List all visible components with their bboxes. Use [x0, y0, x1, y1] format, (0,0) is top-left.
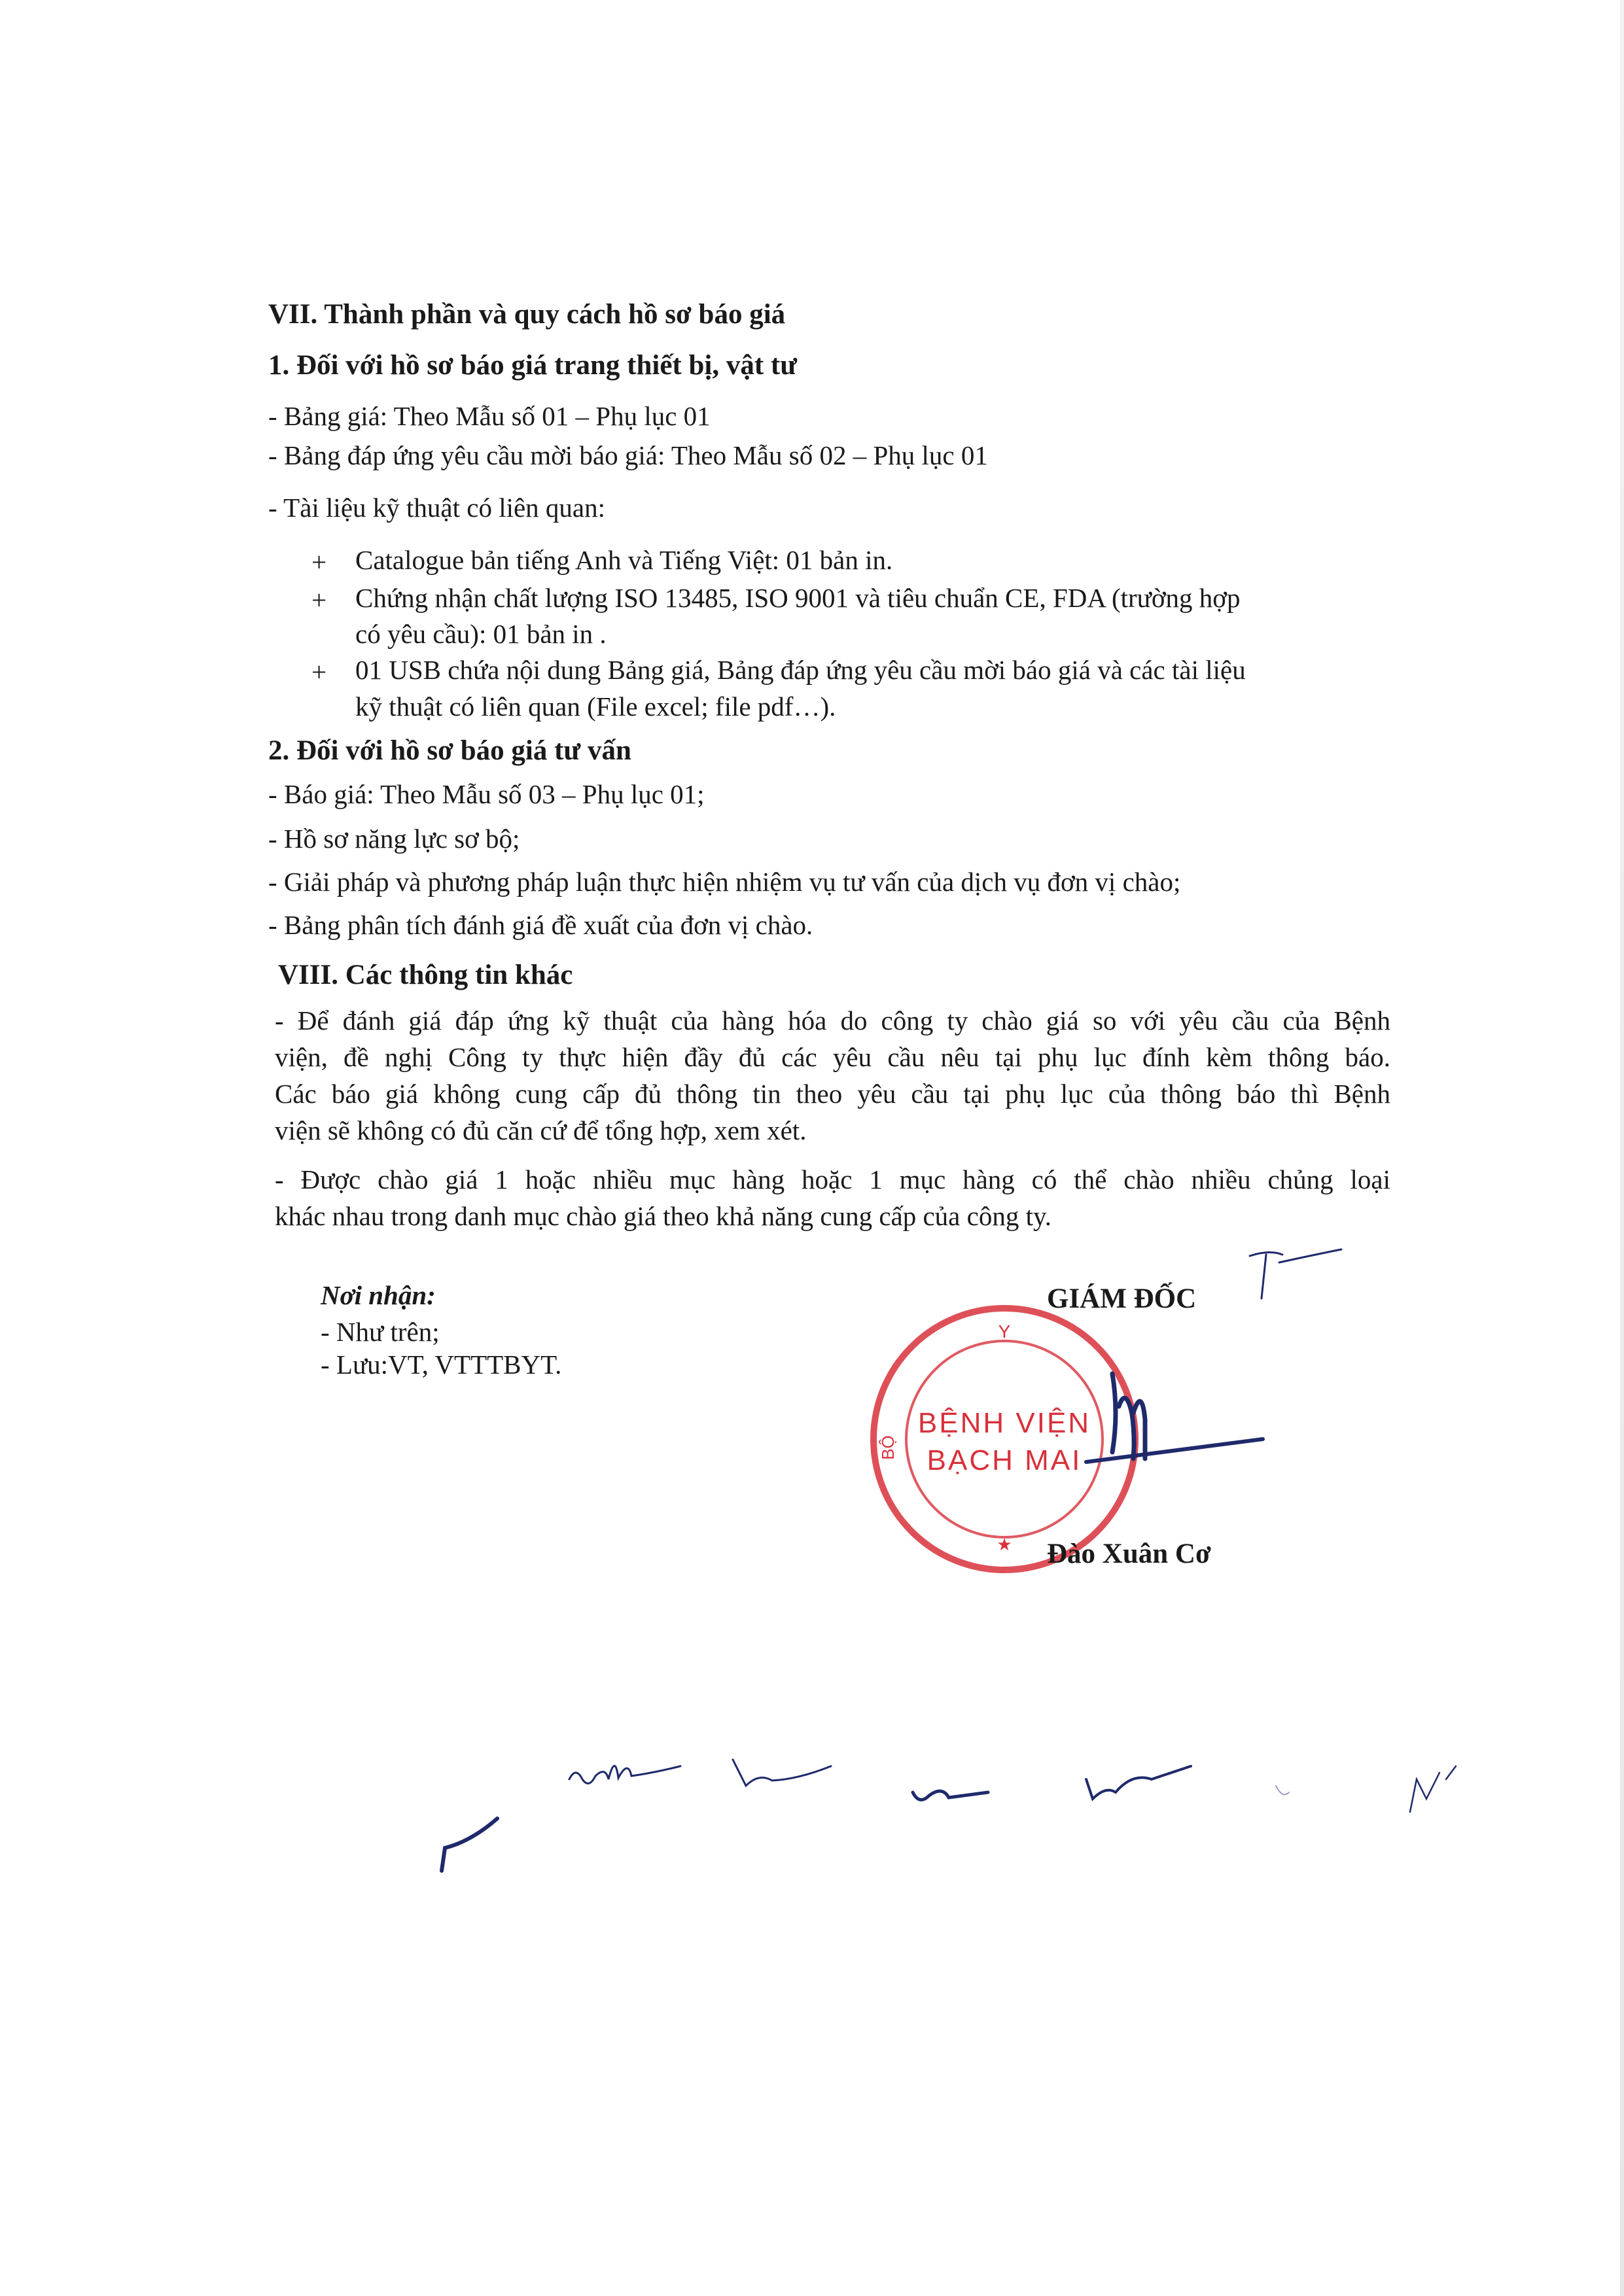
section-8-heading: VIII. Các thông tin khác: [278, 960, 573, 990]
paragraph-line: - Để đánh giá đáp ứng kỹ thuật của hàng hóa do công ty chào giá so với yêu cầu của Bệnh: [275, 1005, 1390, 1035]
signer-title: GIÁM ĐỐC: [1047, 1283, 1197, 1314]
paragraph-line: khác nhau trong danh mục chào giá theo khả năng cung cấp của công ty.: [275, 1201, 1052, 1231]
seal-line-2: BẠCH MAI: [927, 1444, 1082, 1476]
plus-bullet-icon: +: [311, 657, 327, 687]
list-item: - Hồ sơ năng lực sơ bộ;: [268, 824, 520, 854]
paragraph-line: viện, đề nghị Công ty thực hiện đầy đủ các yêu cầu nêu tại phụ lục đính kèm thông báo.: [275, 1042, 1390, 1072]
list-item: - Báo giá: Theo Mẫu số 03 – Phụ lục 01;: [268, 779, 705, 809]
sub-list-item: Chứng nhận chất lượng ISO 13485, ISO 9001 và tiêu chuẩn CE, FDA (trường hợp: [355, 583, 1241, 613]
scan-edge: [1620, 0, 1624, 2296]
section-7-1-heading: 1. Đối với hồ sơ báo giá trang thiết bị, vật tư: [268, 350, 798, 381]
seal-star-icon: ★: [997, 1535, 1012, 1555]
seal-ring-top: Y: [998, 1321, 1011, 1342]
plus-bullet-icon: +: [311, 585, 327, 615]
list-item: - Bảng phân tích đánh giá đề xuất của đơn vị chào.: [268, 910, 813, 940]
list-item: - Bảng giá: Theo Mẫu số 01 – Phụ lục 01: [268, 401, 711, 431]
plus-bullet-icon: +: [311, 547, 327, 577]
list-item: - Tài liệu kỹ thuật có liên quan:: [268, 493, 606, 523]
paragraph-line: viện sẽ không có đủ căn cứ để tổng hợp, xem xét.: [275, 1115, 807, 1145]
seal-ring-left: BỘ: [878, 1435, 898, 1460]
signer-name: Đào Xuân Cơ: [1047, 1539, 1211, 1569]
initials-row: [432, 1740, 1479, 1890]
sub-list-item: Catalogue bản tiếng Anh và Tiếng Việt: 01 bản in.: [355, 545, 893, 575]
recipients-title: Nơi nhận:: [321, 1280, 436, 1310]
sub-list-item: 01 USB chứa nội dung Bảng giá, Bảng đáp ứng yêu cầu mời báo giá và các tài liệu: [355, 655, 1246, 685]
section-7-2-heading: 2. Đối với hồ sơ báo giá tư vấn: [268, 735, 631, 766]
section-8-paragraph-1: [275, 1002, 1390, 1149]
section-8-paragraph-2: [275, 1161, 1390, 1234]
recipient-item: - Lưu:VT, VTTTBYT.: [321, 1349, 562, 1380]
director-signature: [1073, 1348, 1282, 1478]
list-item: - Giải pháp và phương pháp luận thực hiện nhiệm vụ tư vấn của dịch vụ đơn vị chào;: [268, 867, 1181, 897]
recipient-item: - Như trên;: [321, 1317, 440, 1347]
sub-list-item-cont: có yêu cầu): 01 bản in .: [355, 619, 607, 649]
section-7-heading: VII. Thành phần và quy cách hồ sơ báo giá: [268, 299, 786, 330]
sub-list-item-cont: kỹ thuật có liên quan (File excel; file pdf…).: [355, 691, 836, 722]
list-item: - Bảng đáp ứng yêu cầu mời báo giá: Theo Mẫu số 02 – Phụ lục 01: [268, 440, 988, 470]
initial-mark: [1243, 1236, 1374, 1308]
seal-line-1: BỆNH VIỆN: [917, 1407, 1091, 1439]
paragraph-line: Các báo giá không cung cấp đủ thông tin theo yêu cầu tại phụ lục của thông báo thì Bệnh: [275, 1079, 1390, 1109]
paragraph-line: - Được chào giá 1 hoặc nhiều mục hàng hoặc 1 mục hàng có thể chào nhiều chủng loại: [275, 1164, 1390, 1194]
